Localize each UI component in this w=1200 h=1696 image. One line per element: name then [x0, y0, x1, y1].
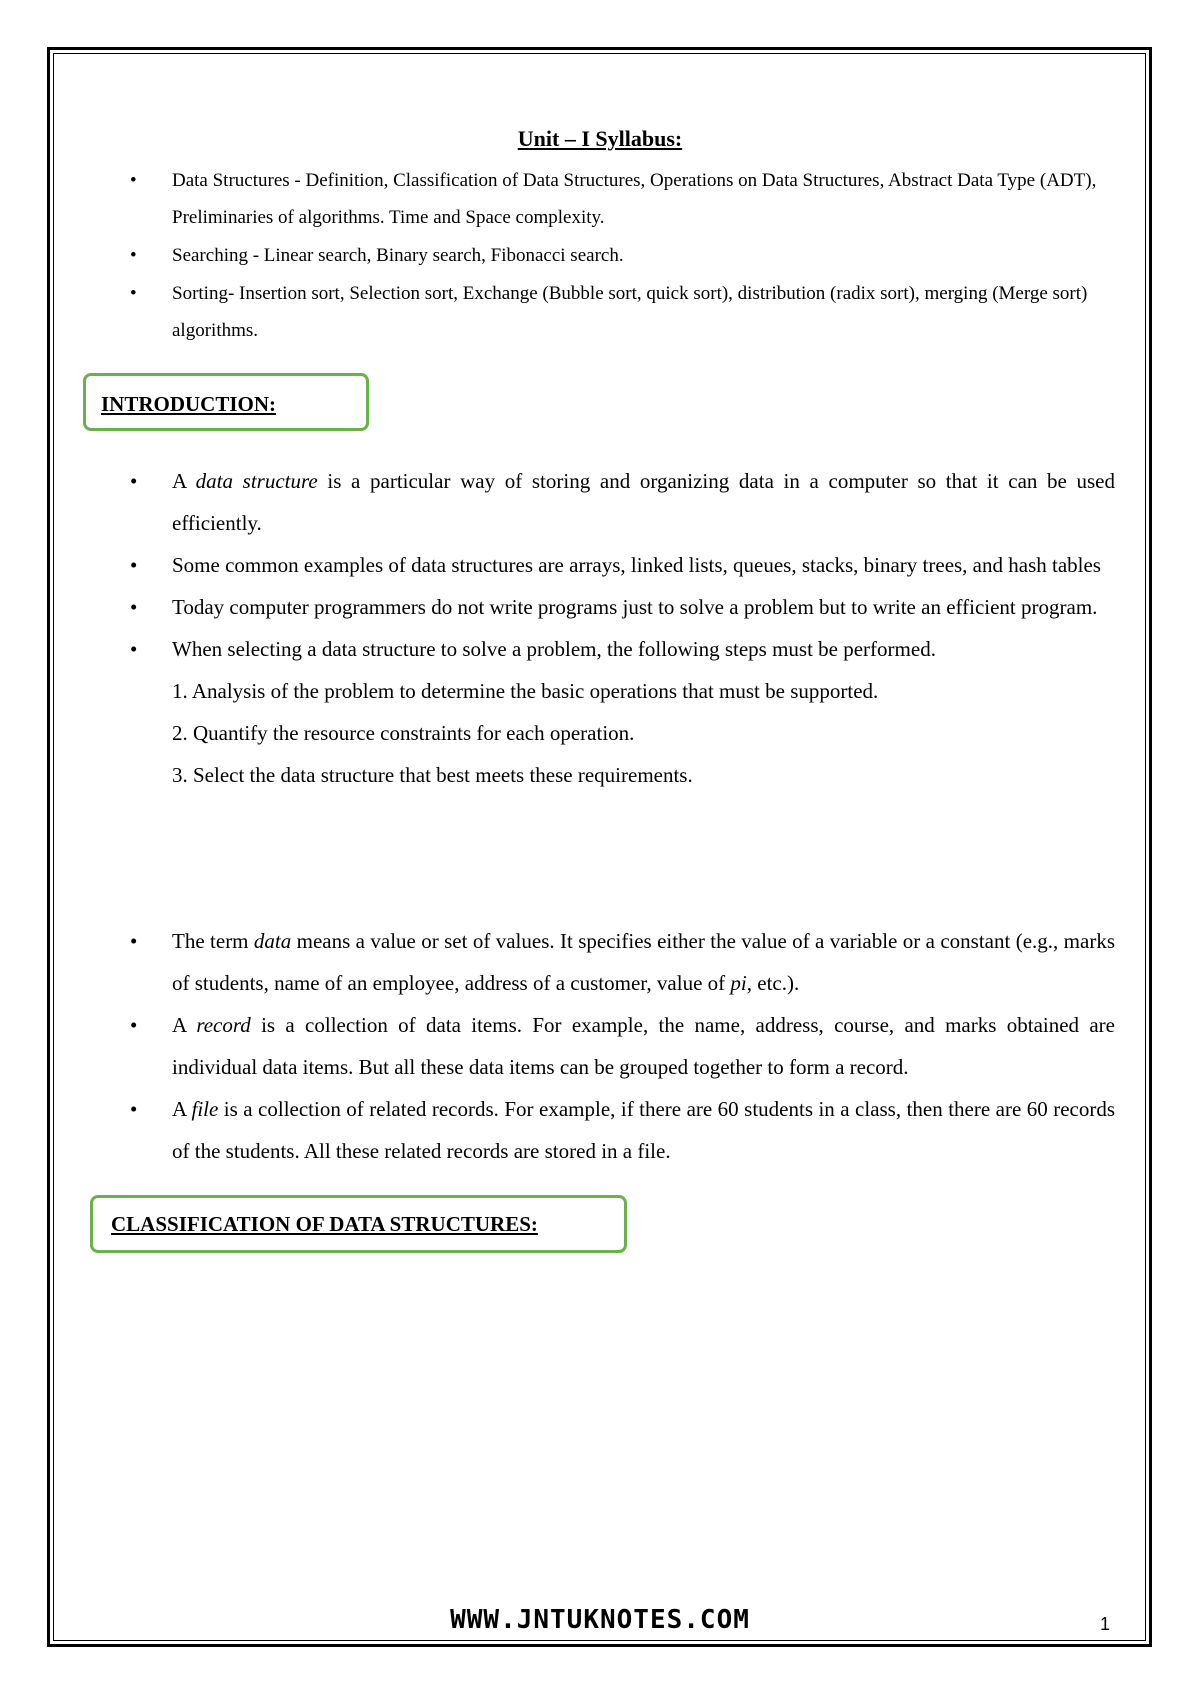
list-item: • When selecting a data structure to solve a problem, the following steps must be performed. 1. Analysis of the problem to determine the basic operations that must be supported. 2. Quantify the resource constraints for each operation. 3. Select the data structure that best meets these requirements. [130, 628, 1115, 796]
list-item: • A data structure is a particular way of storing and organizing data in a computer so that it can be used efficiently. [130, 460, 1115, 544]
introduction-heading: INTRODUCTION: [83, 373, 369, 431]
page-title: Unit – I Syllabus: [517, 126, 683, 151]
steps-list [172, 670, 1115, 796]
list-item: • A file is a collection of related records. For example, if there are 60 students in a class, then there are 60 records of the students. All these related records are stored in a file. [130, 1088, 1115, 1172]
step-item: 2. Quantify the resource constraints for each operation. [172, 721, 635, 745]
page-number: 1 [1100, 1614, 1111, 1634]
step-item: 1. Analysis of the problem to determine the basic operations that must be supported. [172, 679, 879, 703]
syllabus-item: • Searching - Linear search, Binary search, Fibonacci search. [130, 237, 1115, 274]
syllabus-item: • Data Structures - Definition, Classification of Data Structures, Operations on Data Structures, Abstract Data Type (ADT), Preliminaries of algorithms. Time and Space complexity. [130, 162, 1115, 236]
syllabus-list [130, 162, 1115, 350]
syllabus-item: • Sorting- Insertion sort, Selection sort, Exchange (Bubble sort, quick sort), distribution (radix sort), merging (Merge sort) algorithms. [130, 275, 1115, 349]
definitions-list [130, 920, 1115, 1172]
introduction-list [130, 460, 1115, 796]
step-item: 3. Select the data structure that best meets these requirements. [172, 763, 693, 787]
footer-website: WWW.JNTUKNOTES.COM [450, 1605, 750, 1635]
list-item: • A record is a collection of data items. For example, the name, address, course, and marks obtained are individual data items. But all these data items can be grouped together to form a record. [130, 1004, 1115, 1088]
list-item: • The term data means a value or set of values. It specifies either the value of a variable or a constant (e.g., marks of students, name of an employee, address of a customer, value of pi, etc.). [130, 920, 1115, 1004]
classification-heading: CLASSIFICATION OF DATA STRUCTURES: [90, 1195, 627, 1253]
list-item: • Today computer programmers do not write programs just to solve a problem but to write an efficient program. [130, 586, 1115, 628]
list-item: • Some common examples of data structures are arrays, linked lists, queues, stacks, binary trees, and hash tables [130, 544, 1115, 586]
